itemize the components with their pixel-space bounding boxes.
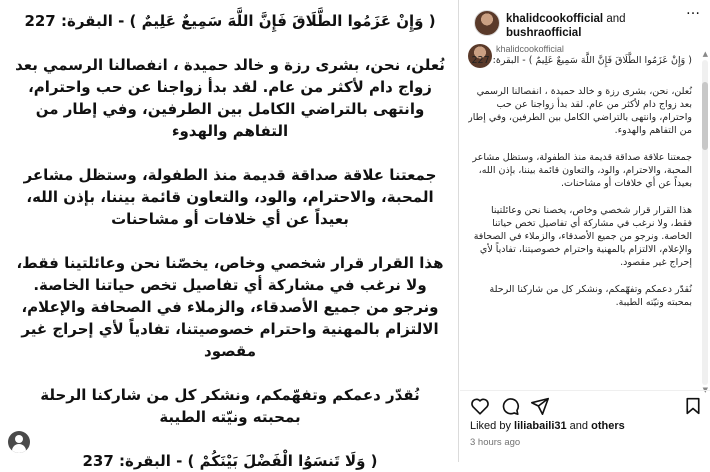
share-icon[interactable] [530, 397, 550, 415]
post-paragraph-1: نُعلن، نحن، بشرى رزة و خالد حميدة ، انفصالنا الرسمي بعد زواج دام لأكثر من عام. لقد بدأ زواجنا عن حب واحترام، وانتهى بالتراضي الكامل بين الطرفين، وفي إطار من التفاهم والهدوء [15, 56, 445, 140]
author-names [506, 12, 686, 40]
caption-paragraph-3: جمعتنا علاقة صداقة قديمة منذ الطفولة، وستظل مشاعر المحبة، والاحترام، والود، والتعاون قائمة بيننا، بإذن الله، بعيداً عن أي خلافات أو مشاحنات. [472, 152, 692, 189]
post-text [14, 10, 446, 472]
and-text: and [606, 13, 626, 25]
caption-author[interactable]: khalidcookofficial [496, 44, 564, 54]
caption-paragraph-5: نُقدّر دعمكم وتفهّمكم، ونشكر كل من شاركنا الرحلة بمحبته ونيّته الطيبة. [489, 284, 692, 308]
caption-scrollbar[interactable] [702, 60, 708, 385]
action-bar [460, 390, 710, 419]
likes-suffix: and [566, 420, 592, 432]
comment-icon[interactable] [500, 397, 520, 415]
timestamp[interactable]: 3 hours ago [470, 437, 521, 448]
post-paragraph-2: جمعتنا علاقة صداقة قديمة منذ الطفولة، وستظل مشاعر المحبة، والاحترام، والود، والتعاون قائمة بيننا، بإذن الله، بعيداً عن أي خلافات أو مشاحنات [23, 166, 437, 228]
post-sidebar [460, 0, 710, 462]
scroll-thumb[interactable] [702, 82, 708, 150]
caption [468, 44, 696, 384]
author-link-2[interactable]: bushraofficial [506, 27, 582, 39]
caption-paragraph-4: هذا القرار قرار شخصي وخاص، يخصنا نحن وعائلتينا فقط، ولا نرغب في مشاركة أي تفاصيل تخص حياتنا الخاصة. ونرجو من جميع الأصدقاء، والزملاء في الصحافة والإعلام، الالتزام بالمهنية واحترام خصوصيتنا، تفادياً لأي إحراج غير مقصود. [473, 205, 692, 268]
post-paragraph-3: هذا القرار قرار شخصي وخاص، يخصّنا نحن وعائلتينا فقط، ولا نرغب في مشاركة أي تفاصيل تخص حياتنا الخاصة. ونرجو من جميع الأصدقاء، والزملاء في الصحافة والإعلام، الالتزام بالمهنية واحترام خصوصيتنا، تفادياً لأي إحراج غير مقصود [16, 254, 444, 360]
scroll-down-arrow-icon[interactable]: ▼ [702, 386, 708, 394]
author-avatar[interactable] [474, 10, 500, 36]
caption-paragraph-1: ( وَإِنْ عَزَمُوا الطَّلَاقَ فَإِنَّ اللَّهَ سَمِيعٌ عَلِيمٌ ) - البقرة: 227 [471, 55, 692, 66]
post-quran-top: ( وَإِنْ عَزَمُوا الطَّلَاقَ فَإِنَّ اللَّهَ سَمِيعٌ عَلِيمٌ ) - البقرة: 227 [24, 12, 436, 30]
more-icon[interactable]: … [686, 2, 700, 18]
liker-link[interactable]: liliabaili31 [514, 420, 567, 432]
others-link[interactable]: others [591, 420, 625, 432]
post-header [460, 0, 710, 40]
heart-icon[interactable] [470, 397, 490, 415]
post-quran-bottom: ( وَلَا تَنسَوُا الْفَضْلَ بَيْنَكُمْ ) - البقرة: 237 [82, 452, 378, 470]
bookmark-icon[interactable] [685, 397, 701, 415]
likes-text [470, 420, 625, 432]
scroll-up-arrow-icon[interactable]: ▲ [702, 50, 708, 58]
caption-paragraph-2: نُعلن، نحن، بشرى رزة و خالد حميدة ، انفصالنا الرسمي بعد زواج دام لأكثر من عام. لقد بدأ زواجنا عن حب واحترام، وانتهى بالتراضي الكامل بين الطرفين، وفي إطار من التفاهم والهدوء. [468, 86, 692, 136]
likes-prefix: Liked by [470, 420, 515, 432]
user-avatar-icon[interactable] [8, 431, 30, 453]
post-paragraph-4: نُقدّر دعمكم وتفهّمكم، ونشكر كل من شاركنا الرحلة بمحبته ونيّته الطيبة [40, 386, 420, 426]
author-link-1[interactable]: khalidcookofficial [506, 13, 604, 25]
